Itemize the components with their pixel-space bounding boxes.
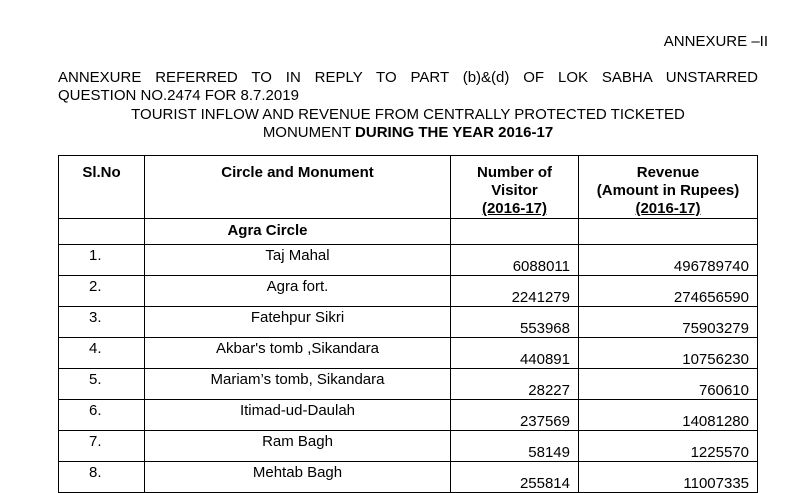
table-row (59, 276, 758, 307)
annexure-label: ANNEXURE –II (663, 33, 768, 50)
title-line-2 (58, 124, 758, 142)
row-sl: 6. (59, 400, 145, 431)
table-row (59, 369, 758, 400)
row-revenue: 14081280 (579, 400, 758, 431)
header-revenue (579, 156, 758, 219)
row-monument: Fatehpur Sikri (145, 307, 451, 338)
table-body (59, 219, 758, 493)
row-visitors: 255814 (451, 462, 579, 493)
row-visitors: 58149 (451, 431, 579, 462)
header-revenue-line-2: (Amount in Rupees) (596, 182, 740, 199)
row-revenue: 1225570 (579, 431, 758, 462)
table-row (59, 307, 758, 338)
group-visitors-cell (451, 219, 579, 245)
group-sl-cell (59, 219, 145, 245)
row-sl: 4. (59, 338, 145, 369)
row-monument: Taj Mahal (145, 245, 451, 276)
row-monument: Mariam’s tomb, Sikandara (145, 369, 451, 400)
title-line-2-bold: DURING THE YEAR 2016-17 (355, 124, 554, 141)
group-row (59, 219, 758, 245)
row-monument: Mehtab Bagh (145, 462, 451, 493)
table-row (59, 431, 758, 462)
row-revenue: 760610 (579, 369, 758, 400)
header-circle-monument: Circle and Monument (145, 156, 451, 219)
table-row (59, 462, 758, 493)
row-revenue: 496789740 (579, 245, 758, 276)
row-monument: Ram Bagh (145, 431, 451, 462)
reference-line-1: ANNEXURE REFERRED TO IN REPLY TO PART (b)&(d) OF LOK SABHA UNSTARRED (58, 69, 758, 86)
group-revenue-cell (579, 219, 758, 245)
header-slno: Sl.No (59, 156, 145, 219)
row-visitors: 553968 (451, 307, 579, 338)
row-visitors: 237569 (451, 400, 579, 431)
table-header-row (59, 156, 758, 219)
row-revenue: 11007335 (579, 462, 758, 493)
row-visitors: 28227 (451, 369, 579, 400)
header-visitors-line-2: Visitor (491, 182, 538, 199)
document-title (58, 106, 758, 142)
row-monument: Itimad-ud-Daulah (145, 400, 451, 431)
row-visitors: 2241279 (451, 276, 579, 307)
group-name: Agra Circle (145, 219, 451, 245)
row-monument: Akbar's tomb ,Sikandara (145, 338, 451, 369)
row-revenue: 274656590 (579, 276, 758, 307)
title-line-1: TOURIST INFLOW AND REVENUE FROM CENTRALLY PROTECTED TICKETED (131, 106, 685, 123)
header-revenue-line-3: (2016-17) (635, 200, 701, 217)
table-row (59, 400, 758, 431)
tourist-revenue-table (58, 155, 758, 493)
table-row (59, 338, 758, 369)
row-sl: 8. (59, 462, 145, 493)
row-revenue: 10756230 (579, 338, 758, 369)
reference-line-2: QUESTION NO.2474 FOR 8.7.2019 (58, 87, 299, 104)
header-visitors (451, 156, 579, 219)
row-sl: 2. (59, 276, 145, 307)
row-sl: 1. (59, 245, 145, 276)
table-row (59, 245, 758, 276)
reference-text (58, 69, 758, 105)
header-revenue-line-1: Revenue (636, 164, 700, 181)
header-visitors-line-1: Number of (477, 164, 552, 181)
row-visitors: 440891 (451, 338, 579, 369)
row-sl: 7. (59, 431, 145, 462)
row-sl: 5. (59, 369, 145, 400)
row-monument: Agra fort. (145, 276, 451, 307)
row-revenue: 75903279 (579, 307, 758, 338)
row-visitors: 6088011 (451, 245, 579, 276)
row-sl: 3. (59, 307, 145, 338)
header-visitors-line-3: (2016-17) (481, 200, 548, 217)
title-line-2-plain: MONUMENT (262, 124, 356, 141)
